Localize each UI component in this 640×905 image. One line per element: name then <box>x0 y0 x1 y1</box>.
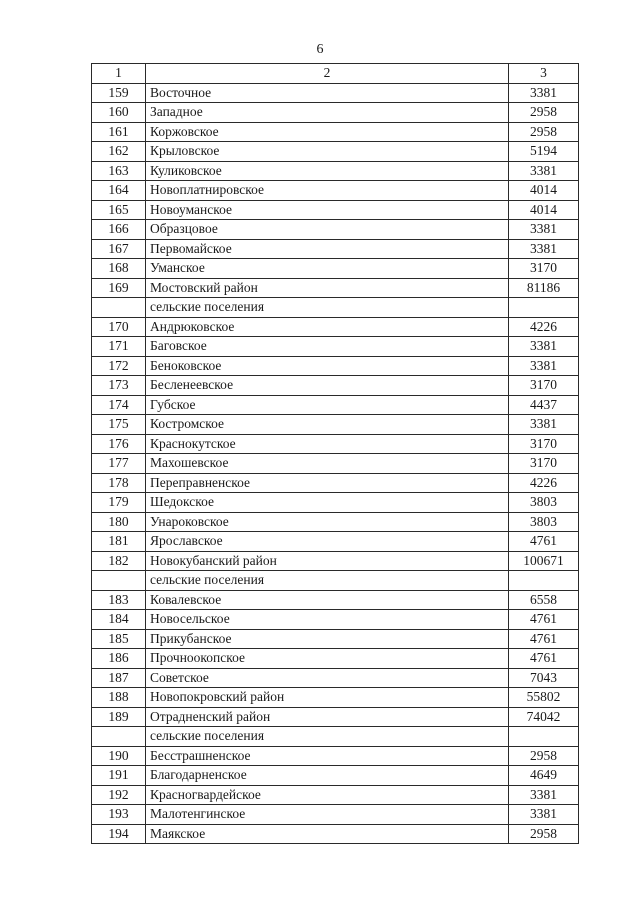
row-number-cell: 178 <box>92 473 146 493</box>
row-number-cell: 189 <box>92 707 146 727</box>
row-number-cell: 168 <box>92 259 146 279</box>
settlement-name-cell: Новоплатнировское <box>146 181 509 201</box>
page-number: 6 <box>316 42 324 57</box>
settlement-name-cell: Шедокское <box>146 493 509 513</box>
table-row <box>92 610 579 630</box>
amount-cell: 4014 <box>509 181 579 201</box>
row-number-cell: 193 <box>92 805 146 825</box>
table-row <box>92 746 579 766</box>
settlement-name-cell: Новокубанский район <box>146 551 509 571</box>
row-number-cell: 181 <box>92 532 146 552</box>
amount-cell: 4761 <box>509 532 579 552</box>
row-number-cell: 175 <box>92 415 146 435</box>
row-number-cell: 163 <box>92 161 146 181</box>
settlement-name-cell: Восточное <box>146 83 509 103</box>
row-number-cell: 190 <box>92 746 146 766</box>
column-header-3: 3 <box>509 64 579 84</box>
table-row <box>92 571 579 591</box>
amount-cell: 4761 <box>509 649 579 669</box>
amount-cell: 3381 <box>509 337 579 357</box>
settlement-name-cell: Новосельское <box>146 610 509 630</box>
row-number-cell: 194 <box>92 824 146 844</box>
table-body <box>92 64 579 844</box>
column-header-1: 1 <box>92 64 146 84</box>
table-row <box>92 200 579 220</box>
amount-cell: 5194 <box>509 142 579 162</box>
table-row <box>92 668 579 688</box>
amount-cell: 7043 <box>509 668 579 688</box>
amount-cell: 3381 <box>509 415 579 435</box>
table-row <box>92 356 579 376</box>
settlement-name-cell: Коржовское <box>146 122 509 142</box>
settlement-name-cell: Уманское <box>146 259 509 279</box>
settlement-name-cell: Беноковское <box>146 356 509 376</box>
table-row <box>92 278 579 298</box>
settlement-name-cell: Образцовое <box>146 220 509 240</box>
amount-cell: 4437 <box>509 395 579 415</box>
row-number-cell: 161 <box>92 122 146 142</box>
amount-cell <box>509 298 579 318</box>
row-number-cell: 192 <box>92 785 146 805</box>
settlement-name-cell: сельские поселения <box>146 571 509 591</box>
amount-cell: 3381 <box>509 356 579 376</box>
amount-cell: 55802 <box>509 688 579 708</box>
table-row <box>92 454 579 474</box>
settlement-name-cell: Баговское <box>146 337 509 357</box>
table-row <box>92 629 579 649</box>
settlement-name-cell: Переправненское <box>146 473 509 493</box>
settlement-name-cell: Крыловское <box>146 142 509 162</box>
amount-cell: 74042 <box>509 707 579 727</box>
amount-cell: 3381 <box>509 785 579 805</box>
amount-cell: 100671 <box>509 551 579 571</box>
row-number-cell: 166 <box>92 220 146 240</box>
row-number-cell: 164 <box>92 181 146 201</box>
amount-cell: 4761 <box>509 610 579 630</box>
table-row <box>92 220 579 240</box>
row-number-cell: 167 <box>92 239 146 259</box>
row-number-cell: 174 <box>92 395 146 415</box>
row-number-cell <box>92 727 146 747</box>
table-row <box>92 83 579 103</box>
table-row <box>92 512 579 532</box>
table-row <box>92 415 579 435</box>
table-row <box>92 317 579 337</box>
row-number-cell: 162 <box>92 142 146 162</box>
table-header-row <box>92 64 579 84</box>
settlement-name-cell: Ярославское <box>146 532 509 552</box>
settlement-name-cell: Бесстрашненское <box>146 746 509 766</box>
amount-cell: 2958 <box>509 103 579 123</box>
table-row <box>92 551 579 571</box>
settlement-name-cell: сельские поселения <box>146 298 509 318</box>
amount-cell: 6558 <box>509 590 579 610</box>
row-number-cell: 186 <box>92 649 146 669</box>
settlement-name-cell: Андрюковское <box>146 317 509 337</box>
amount-cell: 4014 <box>509 200 579 220</box>
table-row <box>92 181 579 201</box>
amount-cell: 3170 <box>509 376 579 396</box>
table-row <box>92 376 579 396</box>
settlement-name-cell: Новоуманское <box>146 200 509 220</box>
settlement-name-cell: Мостовский район <box>146 278 509 298</box>
settlement-name-cell: Красногвардейское <box>146 785 509 805</box>
table-row <box>92 473 579 493</box>
table-row <box>92 707 579 727</box>
amount-cell: 3381 <box>509 805 579 825</box>
table-row <box>92 337 579 357</box>
table-row <box>92 824 579 844</box>
amount-cell: 4226 <box>509 473 579 493</box>
amount-cell: 3381 <box>509 239 579 259</box>
table-row <box>92 395 579 415</box>
table-row <box>92 590 579 610</box>
table-row <box>92 103 579 123</box>
amount-cell: 2958 <box>509 746 579 766</box>
settlement-name-cell: Бесленеевское <box>146 376 509 396</box>
amount-cell <box>509 571 579 591</box>
row-number-cell: 191 <box>92 766 146 786</box>
row-number-cell: 176 <box>92 434 146 454</box>
table-row <box>92 259 579 279</box>
row-number-cell: 170 <box>92 317 146 337</box>
row-number-cell: 169 <box>92 278 146 298</box>
amount-cell: 4649 <box>509 766 579 786</box>
row-number-cell: 184 <box>92 610 146 630</box>
row-number-cell: 180 <box>92 512 146 532</box>
amount-cell: 3170 <box>509 454 579 474</box>
settlement-name-cell: Отрадненский район <box>146 707 509 727</box>
row-number-cell: 183 <box>92 590 146 610</box>
table-row <box>92 493 579 513</box>
settlement-name-cell: Прикубанское <box>146 629 509 649</box>
settlement-name-cell: Западное <box>146 103 509 123</box>
table-row <box>92 142 579 162</box>
table-row <box>92 532 579 552</box>
amount-cell: 3803 <box>509 512 579 532</box>
settlement-name-cell: Ковалевское <box>146 590 509 610</box>
settlement-name-cell: сельские поселения <box>146 727 509 747</box>
row-number-cell: 187 <box>92 668 146 688</box>
table-row <box>92 766 579 786</box>
row-number-cell: 172 <box>92 356 146 376</box>
table-row <box>92 785 579 805</box>
table-row <box>92 434 579 454</box>
amount-cell: 2958 <box>509 122 579 142</box>
settlement-name-cell: Куликовское <box>146 161 509 181</box>
amount-cell: 4761 <box>509 629 579 649</box>
amount-cell: 3803 <box>509 493 579 513</box>
row-number-cell: 188 <box>92 688 146 708</box>
settlement-name-cell: Махошевское <box>146 454 509 474</box>
settlement-name-cell: Губское <box>146 395 509 415</box>
settlement-name-cell: Краснокутское <box>146 434 509 454</box>
table-row <box>92 161 579 181</box>
amount-cell: 4226 <box>509 317 579 337</box>
row-number-cell: 159 <box>92 83 146 103</box>
row-number-cell: 185 <box>92 629 146 649</box>
amount-cell: 3381 <box>509 83 579 103</box>
row-number-cell: 182 <box>92 551 146 571</box>
row-number-cell: 177 <box>92 454 146 474</box>
table-row <box>92 298 579 318</box>
amount-cell: 3170 <box>509 434 579 454</box>
settlement-name-cell: Унароковское <box>146 512 509 532</box>
table-row <box>92 649 579 669</box>
row-number-cell: 160 <box>92 103 146 123</box>
amount-cell: 2958 <box>509 824 579 844</box>
table-row <box>92 727 579 747</box>
settlement-name-cell: Костромское <box>146 415 509 435</box>
allocation-table <box>91 63 579 844</box>
row-number-cell: 173 <box>92 376 146 396</box>
settlement-name-cell: Советское <box>146 668 509 688</box>
amount-cell: 3170 <box>509 259 579 279</box>
column-header-2: 2 <box>146 64 509 84</box>
amount-cell: 81186 <box>509 278 579 298</box>
settlement-name-cell: Маякское <box>146 824 509 844</box>
settlement-name-cell: Прочноокопское <box>146 649 509 669</box>
amount-cell: 3381 <box>509 220 579 240</box>
row-number-cell <box>92 298 146 318</box>
settlement-name-cell: Новопокровский район <box>146 688 509 708</box>
row-number-cell: 179 <box>92 493 146 513</box>
row-number-cell <box>92 571 146 591</box>
settlement-name-cell: Благодарненское <box>146 766 509 786</box>
table-row <box>92 805 579 825</box>
row-number-cell: 171 <box>92 337 146 357</box>
amount-cell: 3381 <box>509 161 579 181</box>
settlement-name-cell: Первомайское <box>146 239 509 259</box>
table-row <box>92 688 579 708</box>
amount-cell <box>509 727 579 747</box>
settlement-name-cell: Малотенгинское <box>146 805 509 825</box>
table-row <box>92 239 579 259</box>
row-number-cell: 165 <box>92 200 146 220</box>
table-row <box>92 122 579 142</box>
